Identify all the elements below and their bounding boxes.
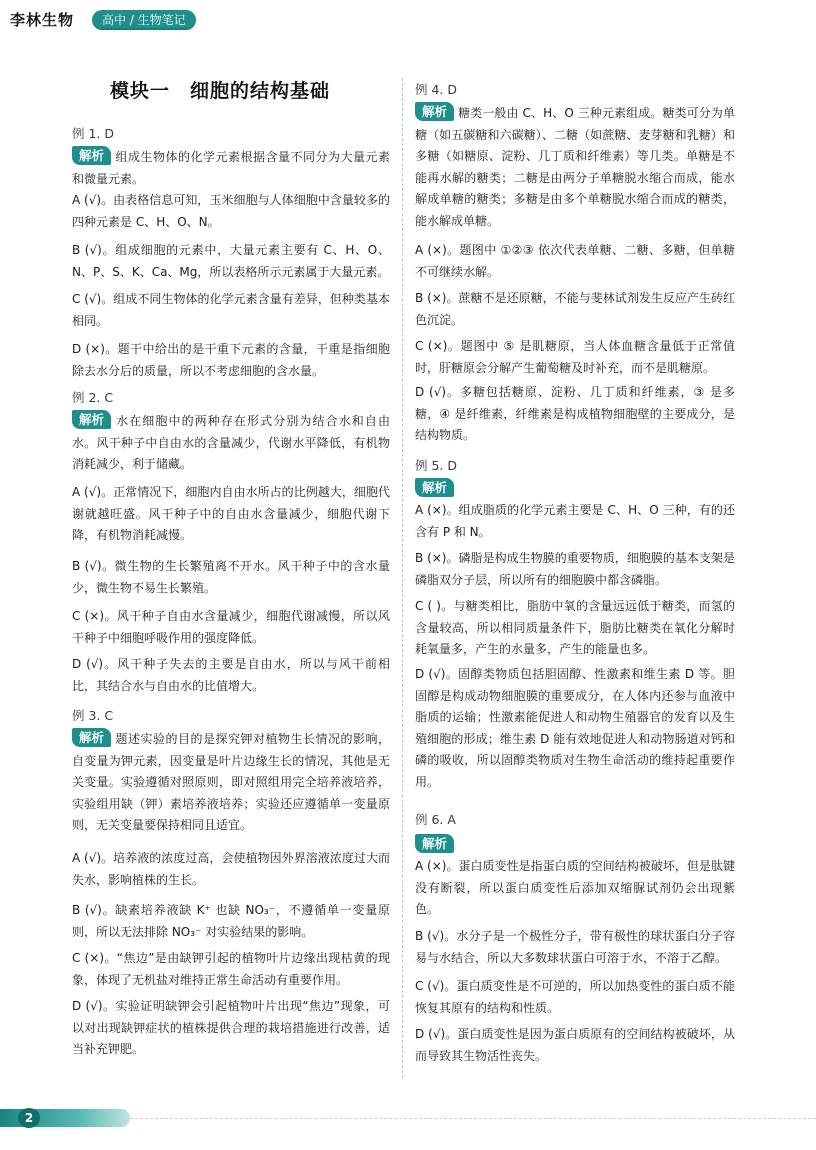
option-b: B (√)。微生物的生长繁殖离不开水。风干种子中的含水量少，微生物不易生长繁殖。 — [72, 559, 390, 595]
analysis-paragraph: 解析 水在细胞中的两种存在形式分别为结合水和自由水。风干种子中自由水的含量减少，代谢水平降低，有机物消耗减少，利于储藏。 — [72, 412, 390, 471]
column-divider — [402, 78, 403, 1078]
example-label: 例 4. D — [415, 82, 457, 97]
option-d: D (√)。固醇类物质包括胆固醇、性激素和维生素 D 等。胆固醇是构成动物细胞膜的重要成分，在人体内还参与血液中脂质的运输；性激素能促进人和动物生殖器官的发育以及生殖细胞的形成；维生素 D 能有效地促进人和动物肠道对钙和磷的吸收，所以固醇类物质对生物生命活动的维持起重要作用。 — [415, 667, 735, 789]
analysis-paragraph — [415, 834, 458, 853]
brand-name: 李林生物 — [10, 11, 75, 29]
option-a: A (×)。题图中 ①②③ 依次代表单糖、二糖、多糖，但单糖不可继续水解。 — [415, 243, 735, 279]
analysis-paragraph — [415, 478, 458, 497]
analysis-paragraph: 解析 糖类一般由 C、H、O 三种元素组成。糖类可分为单糖（如五碳糖和六碳糖）、二糖（如蔗糖、麦芽糖和乳糖）和多糖（如糖原、淀粉、几丁质和纤维素）等几类。单糖是不能再水解的糖类；二糖是由两分子单糖脱水缩合而成，能水解成单糖的糖类；多糖是由多个单糖脱水缩合而成的糖类，能水解成单糖。 — [415, 104, 735, 228]
option-b: B (√)。缺素培养液缺 K⁺ 也缺 NO₃⁻，不遵循单一变量原则，所以无法排除 NO₃⁻ 对实验结果的影响。 — [72, 903, 390, 939]
option-a: A (√)。正常情况下，细胞内自由水所占的比例越大，细胞代谢就越旺盛。风干种子中的自由水含量减少，细胞代谢下降，有机物消耗减慢。 — [72, 485, 390, 542]
option-c: C (×)。题图中 ⑤ 是肌糖原，当人体血糖含量低于正常值时，肝糖原会分解产生葡萄糖及时补充，而不是肌糖原。 — [415, 339, 735, 375]
analysis-tag: 解析 — [415, 102, 454, 121]
series-badge: 高中 / 生物笔记 — [92, 10, 196, 30]
option-d: D (×)。题干中给出的是干重下元素的含量，干重是指细胞除去水分后的质量，所以不考虑细胞的含水量。 — [72, 342, 390, 378]
option-a: A (×)。组成脂质的化学元素主要是 C、H、O 三种，有的还含有 P 和 N。 — [415, 503, 735, 539]
option-a: A (√)。培养液的浓度过高，会使植物因外界溶液浓度过大而失水，影响植株的生长。 — [72, 851, 390, 887]
option-d: D (√)。多糖包括糖原、淀粉、几丁质和纤维素，③ 是多糖，④ 是纤维素，纤维素是构成植物细胞壁的主要成分，是结构物质。 — [415, 385, 735, 442]
analysis-paragraph: 解析 组成生物体的化学元素根据含量不同分为大量元素和微量元素。 — [72, 148, 390, 186]
option-a: A (√)。由表格信息可知，玉米细胞与人体细胞中含量较多的四种元素是 C、H、O、N。 — [72, 193, 390, 229]
option-b: B (×)。蔗糖不是还原糖，不能与斐林试剂发生反应产生砖红色沉淀。 — [415, 291, 735, 327]
option-c: C ( )。与糖类相比，脂肪中氧的含量远远低于糖类，而氢的含量较高，所以相同质量条件下，脂肪比糖类在氧化分解时耗氧量多，产生的水量多，产生的能量也多。 — [415, 599, 735, 656]
option-c: C (√)。蛋白质变性是不可逆的，所以加热变性的蛋白质不能恢复其原有的结构和性质。 — [415, 979, 735, 1015]
option-c: C (×)。风干种子自由水含量减少，细胞代谢减慢，所以风干种子中细胞呼吸作用的强度降低。 — [72, 609, 390, 645]
analysis-paragraph: 解析 题述实验的目的是探究钾对植物生长情况的影响，自变量为钾元素，因变量是叶片边缘生长的情况，其他是无关变量。实验遵循对照原则，即对照组用完全培养液培养，实验组用缺（钾）素培养液培养；实验还应遵循单一变量原则，无关变量要保持相同且适宜。 — [72, 730, 390, 832]
example-label: 例 5. D — [415, 458, 457, 473]
example-label: 例 1. D — [72, 126, 114, 141]
example-label: 例 3. C — [72, 708, 114, 723]
option-c: C (×)。“焦边”是由缺钾引起的植物叶片边缘出现枯黄的现象，体现了无机盐对维持正常生命活动有重要作用。 — [72, 951, 390, 987]
option-b: B (×)。磷脂是构成生物膜的重要物质，细胞膜的基本支架是磷脂双分子层，所以所有的细胞膜中都含磷脂。 — [415, 551, 735, 587]
analysis-tag: 解析 — [72, 410, 111, 429]
analysis-tag: 解析 — [415, 478, 454, 497]
option-d: D (√)。蛋白质变性是因为蛋白质原有的空间结构被破坏，从而导致其生物活性丧失。 — [415, 1027, 735, 1063]
analysis-tag: 解析 — [72, 728, 111, 747]
option-d: D (√)。风干种子失去的主要是自由水，所以与风干前相比，其结合水与自由水的比值增大。 — [72, 657, 390, 693]
page-number: 2 — [18, 1108, 40, 1128]
analysis-tag: 解析 — [72, 146, 111, 165]
option-c: C (√)。组成不同生物体的化学元素含量有差异，但种类基本相同。 — [72, 292, 390, 328]
page-header — [0, 0, 816, 40]
option-a: A (×)。蛋白质变性是指蛋白质的空间结构被破坏，但是肽键没有断裂，所以蛋白质变性后添加双缩脲试剂仍会出现紫色。 — [415, 859, 735, 916]
analysis-tag: 解析 — [415, 834, 454, 853]
footer-rule — [130, 1118, 816, 1119]
example-label: 例 6. A — [415, 812, 456, 827]
option-b: B (√)。水分子是一个极性分子，带有极性的球状蛋白分子容易与水结合，所以大多数球状蛋白可溶于水，不溶于乙醇。 — [415, 929, 735, 965]
example-label: 例 2. C — [72, 390, 114, 405]
option-b: B (√)。组成细胞的元素中，大量元素主要有 C、H、O、N、P、S、K、Ca、Mg，所以表格所示元素属于大量元素。 — [72, 243, 390, 279]
page-title: 模块一 细胞的结构基础 — [110, 80, 331, 102]
option-d: D (√)。实验证明缺钾会引起植物叶片出现“焦边”现象，可以对出现缺钾症状的植株提供合理的栽培措施进行改善，适当补充钾肥。 — [72, 999, 390, 1056]
